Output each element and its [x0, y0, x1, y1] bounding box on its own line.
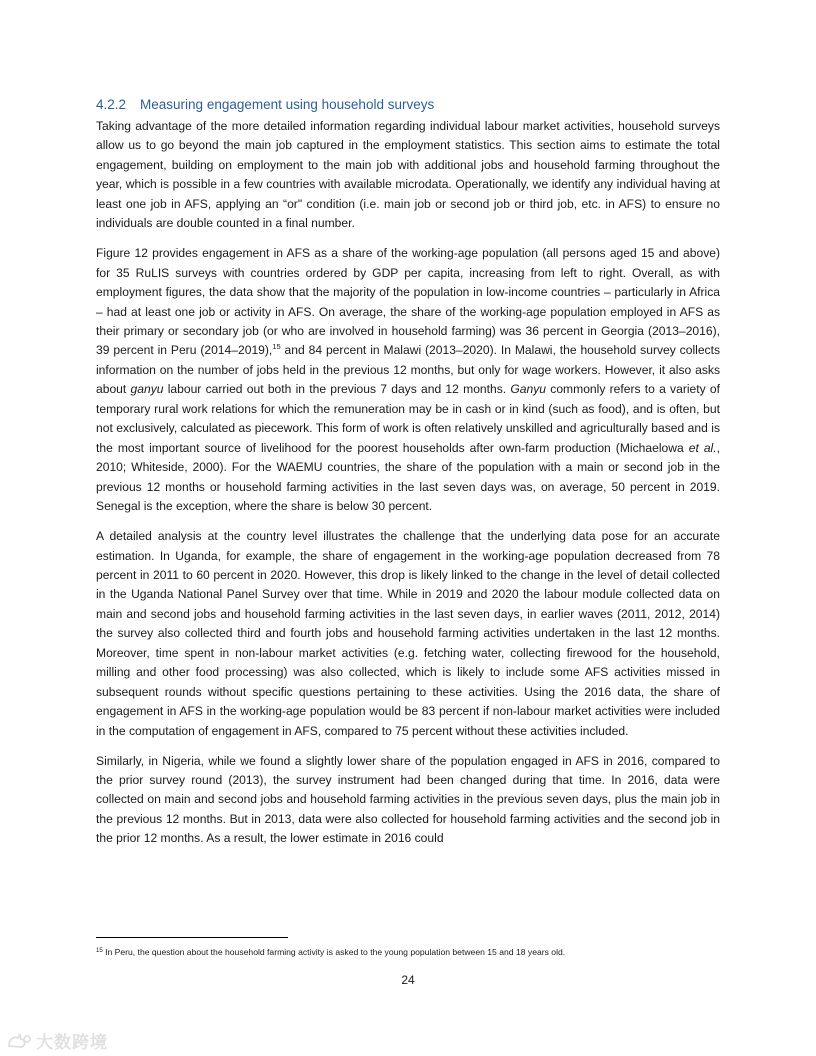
text-run: commonly refers to a variety of temporary rural work relations for which the remuneration may be in cash or in kind (such as food), and is often, but not exclusively, calculated as piecework. This form of work is often relatively unskilled and agriculturally based and is the most important source of livelihood for the poorest households after own-farm production (Michaelowa [96, 382, 721, 455]
text-run: Taking advantage of the more detailed information regarding individual labour market activities, household surveys allow us to go beyond the main job captured in the employment statistics. This section aims to estimate the total engagement, building on employment to the main job with additional jobs and household farming throughout the year, which is possible in a few countries with available microdata. Operationally, we identify any individual having at least one job in AFS, applying an “or" condition (i.e. main job or second job or third job, etc. in AFS) to ensure no individuals are double counted in a final number. [96, 119, 720, 231]
text-run: A detailed analysis at the country level illustrates the challenge that the underlying data pose for an accurate estimation. In Uganda, for example, the share of engagement in the working-age population decreased from 78 percent in 2011 to 60 percent in 2020. However, this drop is likely linked to the change in the level of detail collected in the Uganda National Panel Survey over that time. While in 2019 and 2020 the labour module collected data on main and second jobs and household farming activities in the last seven days, in earlier waves (2011, 2012, 2014) the survey also collected third and fourth jobs and household farming activities undertaken in the last 12 months. Moreover, time spent in non-labour market activities (e.g. fetching water, collecting firewood for the household, milling and other food processing) was also collected, which is likely to include some AFS activities missed in subsequent rounds without specific questions pertaining to these activities. Using the 2016 data, the share of engagement in AFS in the working-age population would be 83 percent if non-labour market activities were included in the computation of engagement in AFS, compared to 75 percent without these activities included. [96, 529, 720, 738]
page-number: 24 [401, 973, 415, 987]
section-title: Measuring engagement using household surveys [140, 97, 435, 112]
italic-text: et al. [688, 440, 717, 455]
paragraph [96, 244, 720, 516]
italic-text: Ganyu [510, 382, 547, 397]
footnote-marker: 15 [96, 948, 103, 954]
section-heading [96, 96, 720, 114]
footnote-separator [96, 937, 288, 938]
paragraph [96, 117, 720, 234]
cat-logo-icon [6, 1033, 32, 1049]
footnote [96, 946, 720, 958]
paragraph [96, 527, 720, 741]
text-run: , 2010; Whiteside, 2000). For the WAEMU countries, the share of the population with a main or second job in the previous 12 months or household farming activities in the last seven days was, on average, 50 percent in 2019. Senegal is the exception, where the share is below 30 percent. [96, 440, 720, 514]
footnote-reference: 15 [272, 342, 281, 352]
text-run: Figure 12 provides engagement in AFS as a share of the working-age population (all persons aged 15 and above) for 35 RuLIS surveys with countries ordered by GDP per capita, increasing from left to right. Overall, as with employment figures, the data show that the majority of the population in low-income countries – particularly in Africa – had at least one job or activity in AFS. On average, the share of the working-age population employed in AFS as their primary or secondary job (or who are involved in household farming) was 36 percent in Georgia (2013–2016), 39 percent in Peru (2014–2019), [96, 246, 720, 358]
text-run: and 84 percent in Malawi (2013–2020). In Malawi, the household survey collects information on the number of jobs held in the previous 12 months, but only for wage workers. However, it also asks about [96, 343, 721, 397]
text-run: labour carried out both in the previous 7 days and 12 months. [163, 382, 511, 397]
paragraph [96, 752, 720, 849]
watermark-text: 大数跨境 [36, 1033, 108, 1052]
body-text [96, 117, 720, 849]
text-run: Similarly, in Nigeria, while we found a slightly lower share of the population engaged in AFS in 2016, compared to the prior survey round (2013), the survey instrument had been changed during that time. In 2016, data were collected on main and second jobs and household farming activities in the previous seven days, plus the main job in the previous 12 months. But in 2013, data were also collected for household farming activities and the second job in the prior 12 months. As a result, the lower estimate in 2016 could [96, 753, 720, 846]
page-body [96, 96, 720, 859]
watermark [6, 1028, 108, 1053]
section-number: 4.2.2 [96, 97, 127, 112]
footnote-text: In Peru, the question about the household farming activity is asked to the young population between 15 and 18 years old. [102, 947, 566, 957]
italic-text: ganyu [130, 382, 164, 397]
